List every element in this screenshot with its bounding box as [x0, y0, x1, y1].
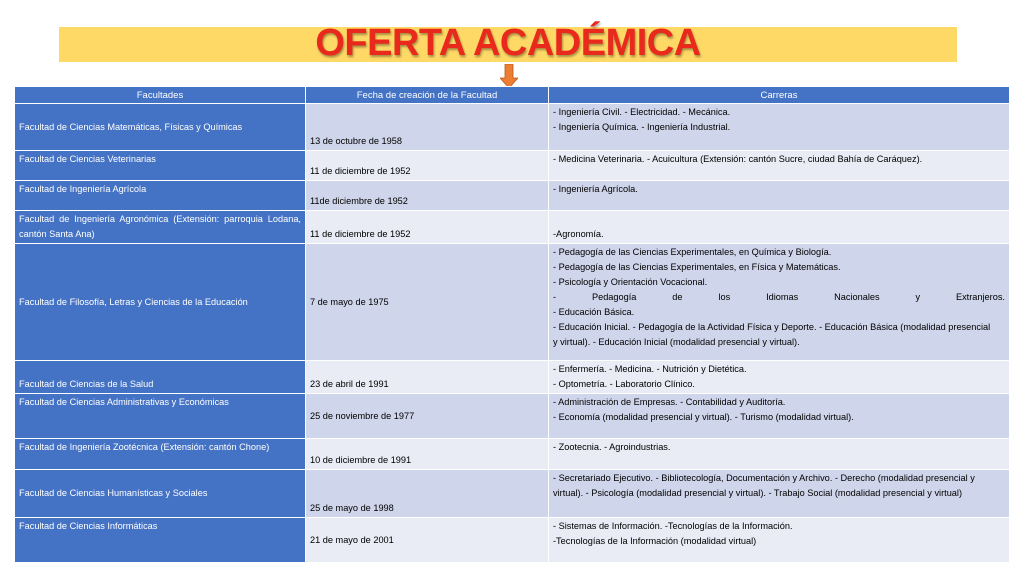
carreras-cell — [549, 439, 1010, 470]
fecha-cell: 13 de octubre de 1958 — [306, 104, 549, 151]
facultad-cell: Facultad de Ingeniería Agrícola — [15, 181, 306, 211]
carrera-line: - Optometría. - Laboratorio Clínico. — [553, 379, 695, 389]
carrera-word: Pedagogía — [591, 292, 637, 302]
header-facultades: Facultades — [15, 87, 306, 104]
carrera-line: - Educación Básica. — [553, 307, 635, 317]
fecha-cell: 11 de diciembre de 1952 — [306, 151, 549, 181]
fecha-cell: 23 de abril de 1991 — [306, 361, 549, 394]
table-row — [15, 151, 1010, 181]
table-row — [15, 181, 1010, 211]
carreras-cell — [549, 518, 1010, 563]
carrera-line: - Medicina Veterinaria. - Acuicultura (Extensión: cantón Sucre, ciudad Bahía de Caráquez). — [553, 154, 923, 164]
table-row — [15, 518, 1010, 563]
carreras-cell — [549, 181, 1010, 211]
carrera-line: - Economía (modalidad presencial y virtual). - Turismo (modalidad virtual). — [553, 412, 854, 422]
carrera-word: y — [915, 292, 921, 302]
header-row — [15, 87, 1010, 104]
table-row — [15, 361, 1010, 394]
fecha-cell: 7 de mayo de 1975 — [306, 244, 549, 361]
fecha-cell: 11de diciembre de 1952 — [306, 181, 549, 211]
carrera-line: - Pedagogía de las Ciencias Experimentales, en Química y Biología. — [553, 247, 832, 257]
carreras-cell — [549, 104, 1010, 151]
facultad-cell: Facultad de Ciencias Informáticas — [15, 518, 306, 563]
carrera-line-justified — [553, 290, 1005, 305]
carrera-word: - — [553, 292, 557, 302]
page-title: OFERTA ACADÉMICA — [315, 22, 701, 64]
carrera-line: - Sistemas de Información. -Tecnologías de la Información. — [553, 521, 793, 531]
carreras-cell — [549, 470, 1010, 518]
table-row — [15, 439, 1010, 470]
carrera-word: de — [672, 292, 683, 302]
carrera-word: los — [718, 292, 731, 302]
table-row — [15, 211, 1010, 244]
table-row — [15, 470, 1010, 518]
carrera-line: - Administración de Empresas. - Contabilidad y Auditoría. — [553, 397, 786, 407]
facultad-cell: Facultad de Ciencias Matemáticas, Físicas y Químicas — [15, 104, 306, 151]
carreras-cell — [549, 361, 1010, 394]
carrera-word: Idiomas — [766, 292, 799, 302]
facultad-cell: Facultad de Ciencias Humanísticas y Sociales — [15, 470, 306, 518]
carrera-line: - Ingeniería Química. - Ingeniería Industrial. — [553, 122, 731, 132]
carrera-line: - Enfermería. - Medicina. - Nutrición y Dietética. — [553, 364, 747, 374]
carreras-cell — [549, 211, 1010, 244]
carrera-line: virtual). - Psicología (modalidad presencial y virtual). - Trabajo Social (modalidad presencial y virtual) — [553, 488, 963, 498]
carrera-line: - Zootecnia. - Agroindustrias. — [553, 442, 671, 452]
carrera-word: Nacionales — [834, 292, 880, 302]
carrera-line: - Ingeniería Agrícola. — [553, 184, 638, 194]
facultad-cell: Facultad de Ciencias de la Salud — [15, 361, 306, 394]
fecha-cell: 25 de noviembre de 1977 — [306, 394, 549, 439]
facultad-cell: Facultad de Ciencias Veterinarias — [15, 151, 306, 181]
carrera-line: -Agronomía. — [553, 229, 604, 239]
carreras-cell — [549, 394, 1010, 439]
facultad-cell: Facultad de Ingeniería Agronómica (Extensión: parroquia Lodana, cantón Santa Ana) — [15, 211, 306, 244]
arrow-down-icon — [500, 64, 518, 88]
fecha-cell: 10 de diciembre de 1991 — [306, 439, 549, 470]
facultad-cell: Facultad de Ingeniería Zootécnica (Extensión: cantón Chone) — [15, 439, 306, 470]
table-row — [15, 104, 1010, 151]
carreras-cell — [549, 244, 1010, 361]
academic-offer-table — [14, 86, 1010, 563]
carrera-line: - Ingeniería Civil. - Electricidad. - Mecánica. — [553, 107, 731, 117]
fecha-cell: 21 de mayo de 2001 — [306, 518, 549, 563]
carrera-line: - Psicología y Orientación Vocacional. — [553, 277, 708, 287]
facultad-cell: Facultad de Ciencias Administrativas y Económicas — [15, 394, 306, 439]
header-fecha: Fecha de creación de la Facultad — [306, 87, 549, 104]
carrera-line: - Pedagogía de las Ciencias Experimentales, en Física y Matemáticas. — [553, 262, 841, 272]
carrera-line: - Educación Inicial. - Pedagogía de la Actividad Física y Deporte. - Educación Básica (modalidad presencial — [553, 322, 991, 332]
carrera-line: - Secretariado Ejecutivo. - Bibliotecología, Documentación y Archivo. - Derecho (modalidad presencial y — [553, 473, 975, 483]
table-row — [15, 244, 1010, 361]
carrera-line: y virtual). - Educación Inicial (modalidad presencial y virtual). — [553, 337, 800, 347]
fecha-cell: 11 de diciembre de 1952 — [306, 211, 549, 244]
carrera-word: Extranjeros. — [955, 292, 1005, 302]
table-row — [15, 394, 1010, 439]
facultad-cell: Facultad de Filosofía, Letras y Ciencias de la Educación — [15, 244, 306, 361]
header-carreras: Carreras — [549, 87, 1010, 104]
fecha-cell: 25 de mayo de 1998 — [306, 470, 549, 518]
carreras-cell — [549, 151, 1010, 181]
carrera-line: -Tecnologías de la Información (modalidad virtual) — [553, 536, 757, 546]
